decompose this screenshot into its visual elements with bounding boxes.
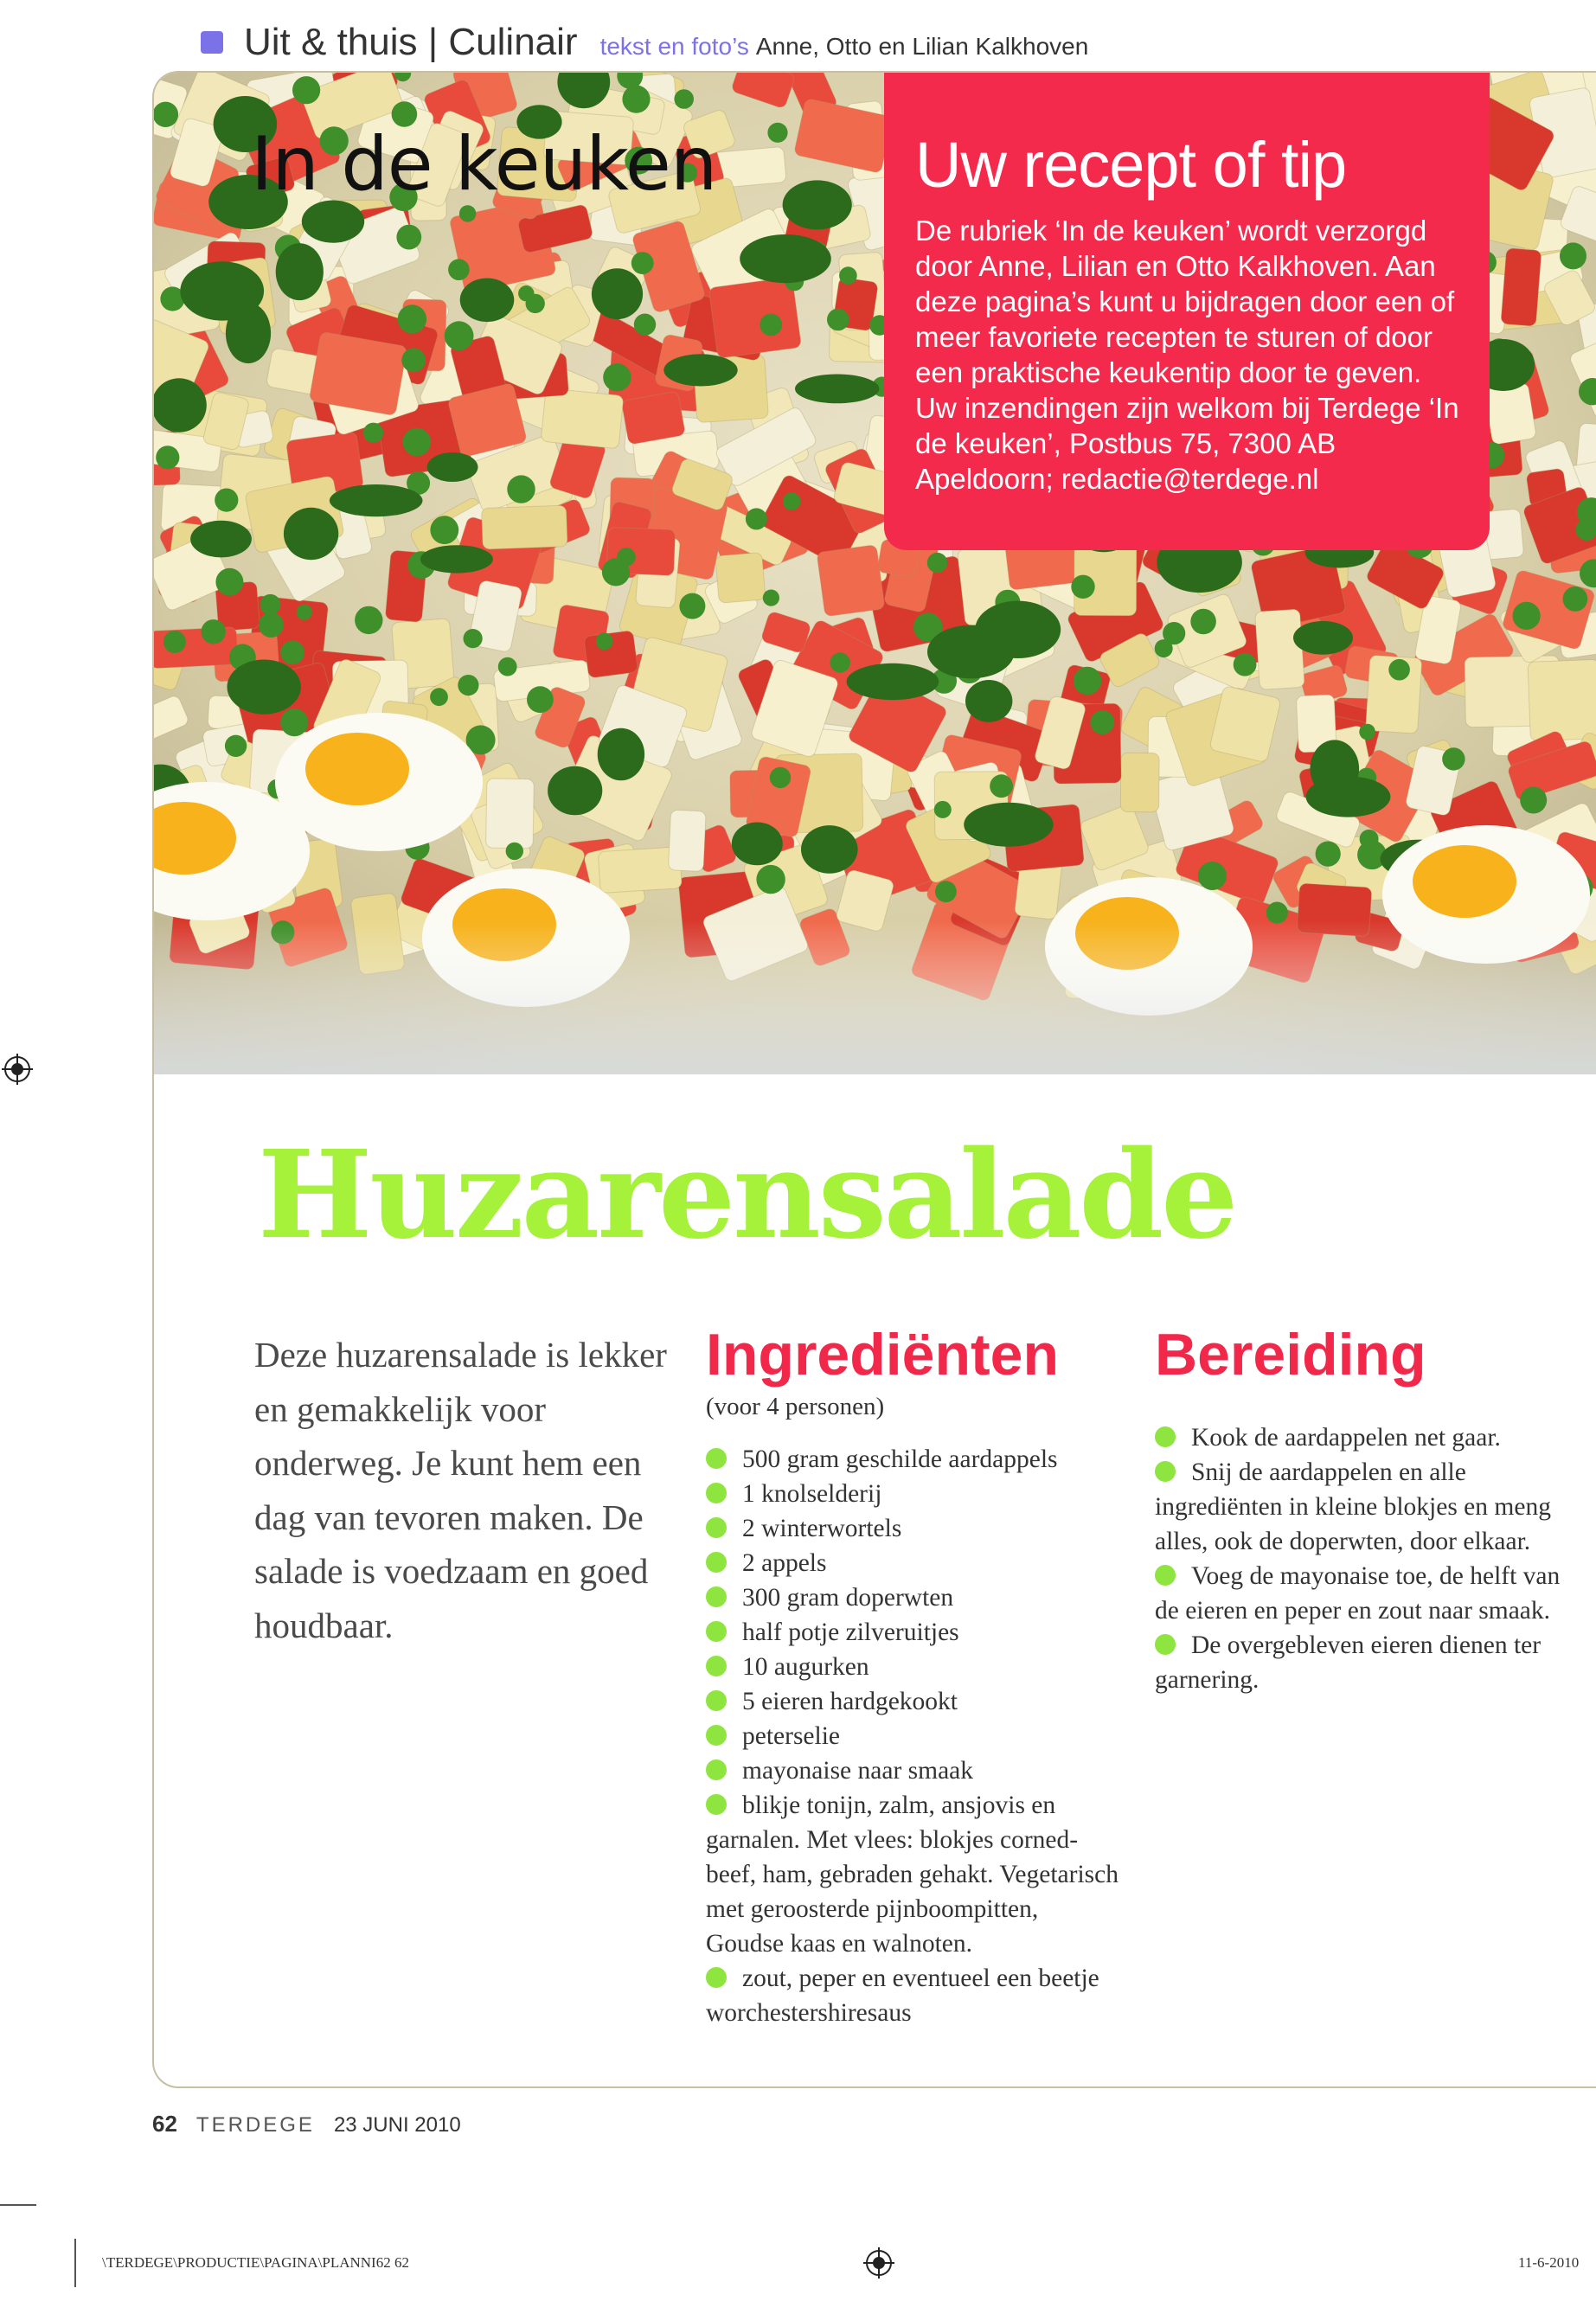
credits-names: Anne, Otto en Lilian Kalkhoven [755, 33, 1089, 60]
ingredient-item-text: half potje zilveruitjes [742, 1618, 959, 1646]
parsley [732, 823, 783, 866]
preparation-step [1155, 1420, 1579, 1455]
parsley [460, 279, 515, 323]
pea [1560, 242, 1586, 269]
salad-piece [1528, 659, 1596, 740]
ingredient-item [706, 1511, 1121, 1546]
parsley [180, 261, 264, 320]
print-slug-path: \TERDEGE\PRODUCTIE\PAGINA\PLANNI62 62 [102, 2254, 409, 2271]
pea [1266, 902, 1288, 924]
ingredient-item-text: peterselie [742, 1722, 841, 1750]
pea [156, 445, 179, 469]
column-title: In de keuken [251, 121, 717, 208]
pea [527, 686, 554, 713]
pea [1198, 862, 1227, 890]
salad-piece [309, 331, 407, 415]
pea [1190, 609, 1216, 635]
parsley [964, 803, 1053, 847]
pea [830, 652, 850, 672]
preparation-step [1155, 1559, 1579, 1628]
green-dot-icon [706, 1725, 727, 1746]
ingredient-item [706, 1442, 1121, 1477]
green-dot-icon [706, 1967, 727, 1988]
green-dot-icon [706, 1759, 727, 1780]
pea [464, 629, 483, 648]
green-dot-icon [706, 1621, 727, 1642]
ingredient-item [706, 1684, 1121, 1719]
pea [1071, 575, 1094, 599]
ingredient-item [706, 1615, 1121, 1650]
pea [430, 688, 448, 706]
parsley [801, 825, 858, 874]
recipe-intro: Deze huzarensalade is lekker en gemakkelijk voor onderweg. Je kunt hem een dag van tevoren maken. De salade is voedzaam en goed houdbaar. [254, 1335, 667, 1645]
ingredient-item-text: 500 gram geschilde aardappels [742, 1445, 1058, 1473]
pea [202, 619, 226, 644]
parsley [598, 728, 644, 781]
pea [763, 590, 779, 606]
print-slug-date: 11-6-2010 [1518, 2254, 1580, 2271]
pea [163, 631, 186, 653]
pea [1090, 710, 1114, 734]
preparation-step-text: De overgebleven eieren dienen ter garnering. [1155, 1631, 1542, 1694]
ingredient-item-text: 2 winterwortels [742, 1515, 902, 1542]
parsley [663, 354, 737, 386]
pea [430, 516, 458, 544]
salad-piece [541, 388, 624, 449]
ingredient-item-text: 2 appels [742, 1549, 827, 1577]
parsley [783, 180, 852, 229]
pea [1442, 747, 1465, 770]
pea [596, 633, 613, 651]
preparation-step [1155, 1455, 1579, 1559]
pea [679, 593, 705, 619]
parsley [795, 375, 879, 404]
ingredients-heading: Ingrediënten [706, 1322, 1060, 1388]
salad-piece [668, 810, 706, 871]
egg-yolk [1413, 845, 1516, 918]
ingredient-item-text: 10 augurken [742, 1653, 869, 1681]
pea [154, 102, 178, 127]
green-dot-icon [706, 1448, 727, 1469]
pea [746, 508, 767, 529]
parsley [1311, 740, 1360, 797]
pea [990, 774, 1013, 798]
ingredient-item-text: 1 knolselderij [742, 1480, 882, 1508]
pea [1234, 653, 1257, 676]
pea [1520, 787, 1547, 814]
registration-mark-icon [2, 1054, 33, 1085]
salad-piece [817, 545, 885, 617]
parsley [154, 378, 207, 432]
registration-mark-icon [863, 2247, 894, 2279]
page-number: 62 [152, 2111, 177, 2137]
salad-piece [708, 277, 801, 358]
pea [280, 708, 308, 736]
pea [1563, 586, 1588, 612]
crop-mark [0, 2204, 36, 2206]
salad-piece [1120, 753, 1159, 812]
pea [1388, 659, 1410, 681]
ingredient-list [706, 1442, 1121, 2030]
salad-piece [715, 552, 766, 603]
pea [927, 553, 947, 573]
ingredients-column [706, 1322, 1121, 2030]
pea [403, 428, 432, 457]
parsley [1293, 621, 1353, 655]
pea [603, 363, 631, 391]
parsley [548, 766, 602, 816]
parsley [927, 625, 1015, 679]
green-dot-icon [706, 1552, 727, 1573]
green-dot-icon [706, 1794, 727, 1815]
pea [1359, 724, 1375, 740]
egg-yolk [305, 733, 409, 805]
parsley [965, 680, 1012, 722]
square-bullet-icon [201, 31, 223, 54]
parsley [427, 452, 478, 482]
green-dot-icon [1155, 1426, 1176, 1447]
ingredient-item-text: zout, peper en eventueel een beetje worchestershiresaus [706, 1965, 1099, 2027]
pea [363, 423, 383, 443]
pea [297, 605, 312, 620]
credits-label: tekst en foto’s [599, 33, 749, 60]
green-dot-icon [706, 1586, 727, 1607]
section-title: Uit & thuis | Culinair [244, 21, 578, 63]
green-dot-icon [1155, 1565, 1176, 1586]
pea [770, 767, 791, 788]
pea [1360, 830, 1379, 849]
pea [445, 321, 474, 350]
salad-piece [1501, 248, 1542, 327]
parsley [847, 663, 939, 700]
pea [292, 76, 320, 104]
green-dot-icon [1155, 1634, 1176, 1655]
preparation-heading: Bereiding [1155, 1322, 1426, 1388]
ingredient-item-text: 5 eieren hardgekookt [742, 1688, 958, 1715]
magazine-name: TERDEGE [195, 2113, 315, 2137]
pea [215, 489, 238, 512]
green-dot-icon [1155, 1461, 1176, 1482]
pea [396, 225, 421, 250]
green-dot-icon [706, 1517, 727, 1538]
ingredient-item [706, 1788, 1121, 1961]
pea [622, 86, 650, 113]
pea [756, 865, 785, 894]
tip-box-title: Uw recept of tip [915, 129, 1347, 201]
pea [674, 89, 694, 109]
pea [634, 314, 656, 336]
parsley [330, 484, 423, 516]
ingredient-item [706, 1753, 1121, 1788]
pea [1513, 602, 1541, 630]
pea [398, 304, 426, 333]
issue-date: 23 JUNI 2010 [333, 2113, 461, 2137]
pea [1074, 667, 1101, 695]
parsley [276, 243, 324, 300]
pea [459, 205, 476, 221]
parsley [740, 234, 831, 283]
pea [783, 492, 801, 510]
parsley [592, 268, 643, 319]
tip-box [884, 73, 1490, 550]
preparation-step-text: Snij de aardappelen en alle ingrediënten in kleine blokjes en meng alles, ook de doperwten, door elkaar. [1155, 1458, 1551, 1555]
pea [401, 348, 426, 372]
ingredient-item [706, 1961, 1121, 2030]
green-dot-icon [706, 1690, 727, 1711]
ingredient-item [706, 1580, 1121, 1615]
parsley [190, 521, 252, 558]
pea [507, 475, 535, 503]
green-dot-icon [706, 1656, 727, 1676]
salad-piece [481, 505, 567, 549]
salad-piece [1255, 609, 1305, 690]
preparation-step-text: Kook de aardappelen net gaar. [1191, 1424, 1501, 1452]
salad-piece [621, 391, 685, 445]
pea [1163, 622, 1185, 644]
pea [260, 594, 281, 615]
green-dot-icon [706, 1483, 727, 1503]
pea [259, 612, 284, 638]
pea [935, 881, 957, 902]
ingredient-item [706, 1650, 1121, 1684]
preparation-step [1155, 1628, 1579, 1697]
ingredient-item [706, 1546, 1121, 1580]
pea [448, 259, 470, 280]
pea [225, 735, 247, 757]
pea [631, 252, 654, 274]
recipe-title: Huzarensalade [258, 1125, 1236, 1266]
parsley [284, 508, 338, 560]
pea [526, 294, 545, 313]
salad-piece [1484, 382, 1536, 445]
preparation-steps [1155, 1420, 1579, 1697]
pea [498, 657, 517, 676]
ingredient-item [706, 1719, 1121, 1753]
salad-piece [486, 779, 535, 849]
section-header [201, 12, 1412, 73]
servings-note: (voor 4 personen) [706, 1393, 885, 1420]
ingredient-item-text: blikje tonijn, zalm, ansjovis en garnalen. Met vlees: blokjes corned-beef, ham, gebraden gehakt. Vegetarisch met geroosterde pijnboompitten, Goudse kaas en walnoten. [706, 1791, 1118, 1958]
pea [827, 309, 849, 331]
pea [839, 266, 857, 285]
pea [1316, 842, 1341, 867]
page-footer [152, 2111, 461, 2138]
preparation-column [1155, 1322, 1579, 1697]
parsley [420, 545, 493, 573]
ingredient-item-text: mayonaise naar smaak [742, 1757, 974, 1785]
tip-box-body: De rubriek ‘In de keuken’ wordt verzorgd door Anne, Lilian en Otto Kalkhoven. Aan deze pagina’s kunt u bijdragen door een of meer favoriete recepten te sturen of door een praktische keukentip door te geven. Uw inzendingen zijn welkom bij Terdege ‘In de keuken’, Postbus 75, 7300 AB Apeldoorn; redactie@terdege.nl [915, 215, 1459, 495]
pea [506, 843, 523, 860]
pea [767, 123, 787, 143]
ingredient-item-text: 300 gram doperwten [742, 1584, 954, 1612]
pea [760, 314, 782, 336]
parsley [228, 660, 301, 715]
pea [934, 801, 952, 818]
preparation-step-text: Voeg de mayonaise toe, de helft van de eieren en peper en zout naar smaak. [1155, 1562, 1561, 1625]
pea [617, 548, 636, 567]
pea [458, 675, 478, 695]
ingredient-item [706, 1477, 1121, 1511]
pea [280, 640, 304, 664]
pea [355, 606, 382, 634]
crop-mark [74, 2239, 76, 2287]
pea [215, 568, 243, 596]
